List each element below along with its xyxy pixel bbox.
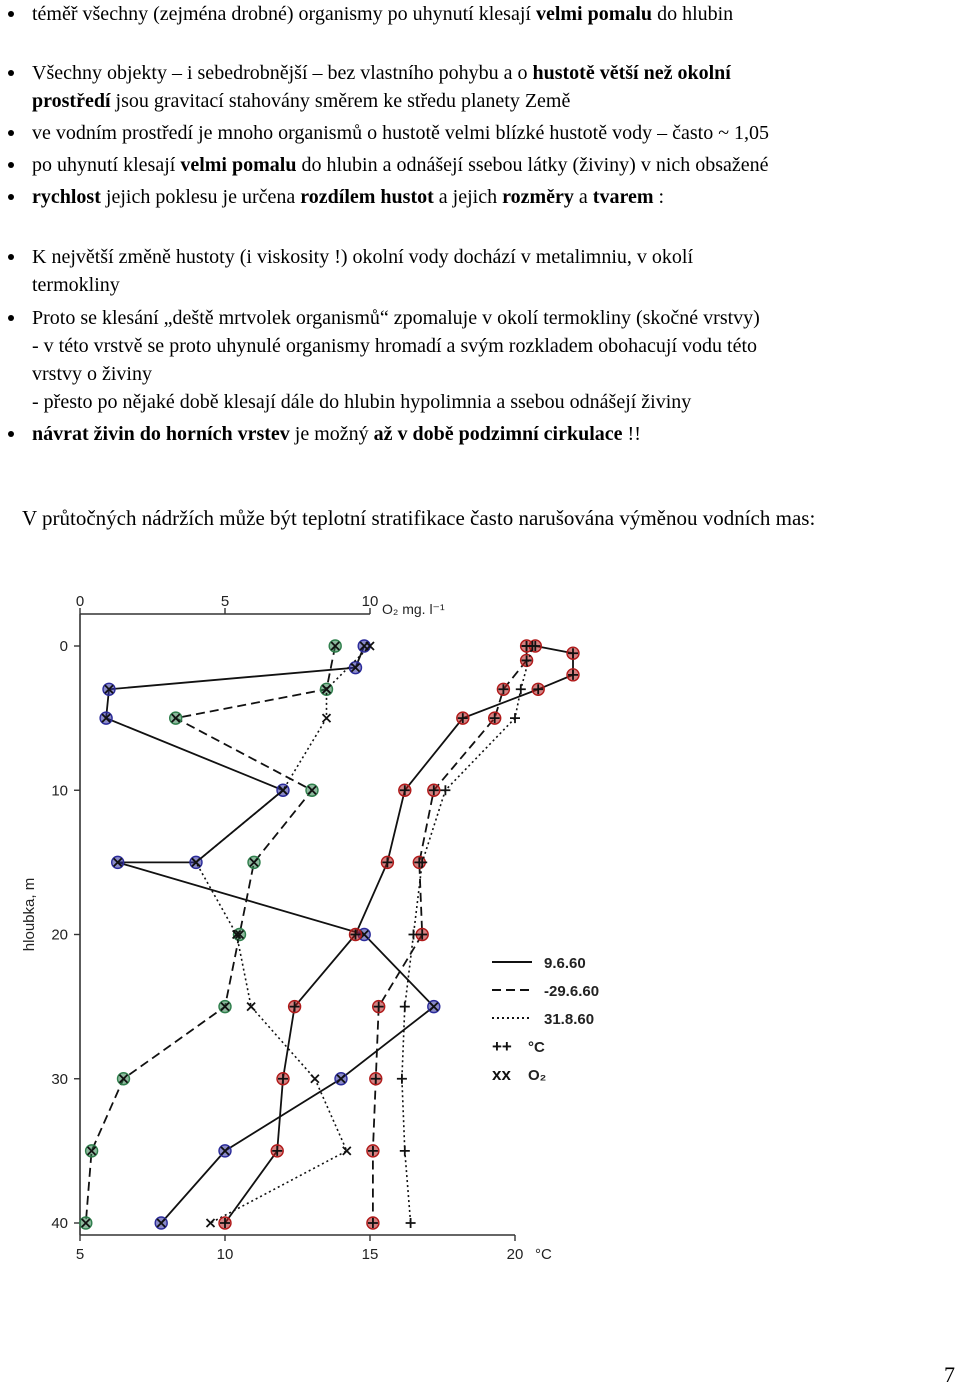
o2-point bbox=[118, 1073, 130, 1085]
text-line: vrstvy o živiny bbox=[32, 363, 152, 385]
top-tick-label: 10 bbox=[361, 593, 379, 610]
o2-point bbox=[428, 1001, 440, 1013]
o2-point bbox=[311, 1075, 319, 1083]
y-tick-label: 10 bbox=[51, 782, 68, 800]
o2-point bbox=[112, 856, 124, 868]
text-segment: a bbox=[573, 186, 593, 208]
bullet-text bbox=[32, 59, 731, 87]
text-segment: je možný bbox=[289, 423, 374, 445]
legend-label: -29.6.60 bbox=[544, 983, 600, 1000]
bold-text: velmi pomalu bbox=[180, 154, 297, 176]
legend-marker: ++ bbox=[492, 1037, 512, 1056]
bullet-dot bbox=[8, 254, 14, 260]
bold-text: hustotě větší než okolní bbox=[532, 62, 731, 84]
temp-point bbox=[370, 1073, 382, 1085]
temp-point bbox=[457, 712, 469, 724]
bold-text: rychlost bbox=[32, 186, 101, 208]
bullet-text bbox=[32, 243, 693, 271]
temp-point bbox=[567, 669, 579, 681]
temp-point bbox=[510, 713, 520, 723]
o2-point bbox=[207, 1219, 215, 1227]
text-segment: po uhynutí klesají bbox=[32, 154, 181, 176]
text-line: - v této vrstvě se proto uhynulé organismy hromadí a svým rozkladem obohacují vodu této bbox=[32, 335, 758, 357]
bullet-text bbox=[32, 304, 760, 332]
bold-text: velmi pomalu bbox=[535, 3, 653, 25]
y-tick-label: 20 bbox=[51, 926, 68, 944]
y-tick-label: 40 bbox=[51, 1215, 68, 1232]
text-segment: ve vodním prostředí je mnoho organismů o hustotě velmi blízké hustotě vody – často ~ 1,05 bbox=[32, 122, 770, 144]
bullet-dot bbox=[8, 315, 14, 321]
text-line: - přesto po nějaké době klesají dále do hlubin hypolimnia a ssebou odnášejí živiny bbox=[32, 391, 692, 413]
bold-text: prostředí bbox=[32, 90, 111, 112]
bold-text: návrat živin do horních vrstev bbox=[32, 423, 290, 445]
bold-text: rozdílem hustot bbox=[300, 186, 434, 208]
temp-point bbox=[381, 856, 393, 868]
temp-point bbox=[271, 1145, 283, 1157]
o2-point bbox=[170, 712, 182, 724]
temp-point bbox=[532, 683, 544, 695]
temp-point bbox=[289, 1001, 301, 1013]
bullet-dot bbox=[8, 70, 14, 76]
o2-point bbox=[100, 712, 112, 724]
text-segment: do hlubin a odnášejí ssebou látky (živiny) v nich obsažené bbox=[296, 154, 769, 176]
temp-point bbox=[367, 1145, 379, 1157]
o2-point bbox=[234, 929, 246, 941]
bullet-dot bbox=[8, 194, 14, 200]
temp-point bbox=[497, 683, 509, 695]
top-axis-unit-label: O₂ mg. l⁻¹ bbox=[382, 601, 445, 617]
text-segment: Všechny objekty – i sebedrobnější – bez vlastního pohybu a o bbox=[32, 62, 533, 84]
o2-point bbox=[86, 1145, 98, 1157]
legend-label: °C bbox=[528, 1039, 545, 1056]
temp-point bbox=[219, 1217, 231, 1229]
temp-point bbox=[350, 929, 362, 941]
bullet-6-continuation bbox=[32, 271, 120, 299]
bottom-tick-label: 10 bbox=[216, 1246, 234, 1263]
legend-label: 9.6.60 bbox=[544, 955, 586, 972]
o2-point bbox=[350, 662, 362, 674]
text-segment: téměř všechny (zejména drobné) organismy po uhynutí klesají bbox=[32, 3, 536, 25]
series-line-temp-4 bbox=[373, 646, 527, 1223]
legend-label: 31.8.60 bbox=[544, 1011, 595, 1028]
text-segment: !! bbox=[622, 423, 641, 445]
o2-point bbox=[323, 714, 331, 722]
o2-point bbox=[103, 683, 115, 695]
bullet-dot bbox=[8, 11, 14, 17]
temp-point bbox=[367, 1217, 379, 1229]
o2-point bbox=[306, 784, 318, 796]
temp-point bbox=[399, 784, 411, 796]
bottom-tick-label: 5 bbox=[75, 1246, 85, 1263]
temp-point bbox=[400, 1002, 410, 1012]
o2-point bbox=[335, 1073, 347, 1085]
bold-text: tvarem bbox=[592, 186, 654, 208]
o2-point bbox=[219, 1001, 231, 1013]
bullet-dot bbox=[8, 162, 14, 168]
o2-point bbox=[219, 1145, 231, 1157]
text-segment: termokliny bbox=[32, 274, 120, 296]
series-line-temp-3 bbox=[225, 646, 573, 1223]
bullet-2-continuation bbox=[32, 87, 570, 115]
legend-label: O₂ bbox=[528, 1067, 547, 1084]
temp-point bbox=[428, 784, 440, 796]
series-line-O2-2 bbox=[196, 646, 370, 1223]
page-number: 7 bbox=[944, 1362, 955, 1387]
bold-text: rozměry bbox=[502, 186, 574, 208]
o2-point bbox=[248, 856, 260, 868]
bottom-tick-label: 20 bbox=[506, 1246, 524, 1263]
top-tick-label: 5 bbox=[220, 593, 230, 610]
text-segment: jejich poklesu je určena bbox=[100, 186, 301, 208]
temp-point bbox=[373, 1001, 385, 1013]
temp-point bbox=[277, 1073, 289, 1085]
temp-point bbox=[406, 1218, 416, 1228]
temp-point bbox=[397, 1074, 407, 1084]
y-tick-label: 0 bbox=[59, 638, 68, 655]
bullet-text bbox=[32, 183, 664, 211]
o2-point bbox=[358, 640, 370, 652]
bullet-dot bbox=[8, 431, 14, 437]
temp-point bbox=[516, 684, 526, 694]
temp-point bbox=[567, 647, 579, 659]
bullet-dot bbox=[8, 130, 14, 136]
temp-point bbox=[400, 1146, 410, 1156]
o2-point bbox=[329, 640, 341, 652]
bullet-text bbox=[32, 420, 641, 448]
bullet-text bbox=[32, 0, 733, 28]
text-segment: do hlubin bbox=[652, 3, 734, 25]
top-tick-label: 0 bbox=[75, 593, 85, 610]
y-axis-label: hloubka, m bbox=[21, 877, 38, 952]
depth-profile-chart bbox=[0, 590, 960, 1290]
series-line-O2-1 bbox=[86, 646, 335, 1223]
bold-text: až v době podzimní cirkulace bbox=[373, 423, 623, 445]
bottom-axis-unit-label: °C bbox=[535, 1246, 552, 1263]
series-line-O2-0 bbox=[106, 646, 434, 1223]
text-segment: K největší změně hustoty (i viskosity !) okolní vody dochází v metalimniu, v okolí bbox=[32, 246, 694, 268]
o2-point bbox=[155, 1217, 167, 1229]
temp-point bbox=[489, 712, 501, 724]
bullet-text bbox=[32, 151, 769, 179]
text-segment: a jejich bbox=[433, 186, 503, 208]
text-segment: : bbox=[653, 186, 665, 208]
o2-point bbox=[80, 1217, 92, 1229]
o2-point bbox=[343, 1147, 351, 1155]
bullet-text bbox=[32, 119, 769, 147]
legend-marker: xx bbox=[492, 1065, 511, 1084]
bottom-tick-label: 15 bbox=[361, 1246, 379, 1263]
y-tick-label: 30 bbox=[51, 1070, 68, 1088]
summary-text: V průtočných nádržích může být teplotní stratifikace často narušována výměnou vodních mas: bbox=[22, 506, 816, 530]
text-segment: Proto se klesání „deště mrtvolek organismů“ zpomaluje v okolí termokliny (skočné vrstvy) bbox=[32, 307, 760, 329]
text-segment: jsou gravitací stahovány směrem ke středu planety Země bbox=[110, 90, 571, 112]
